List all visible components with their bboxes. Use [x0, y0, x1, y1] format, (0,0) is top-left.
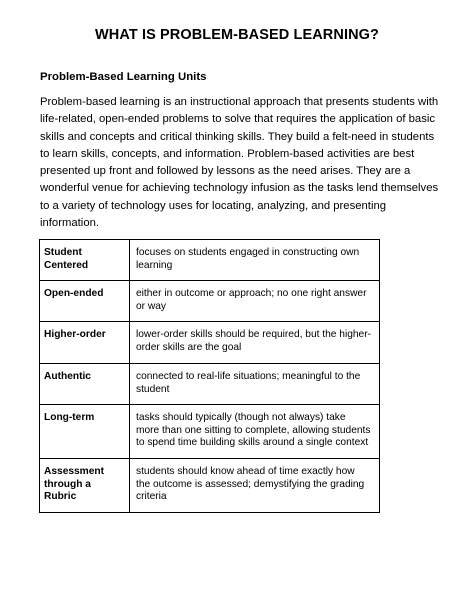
table-row — [40, 322, 380, 364]
table-description-cell: students should know ahead of time exactly how the outcome is assessed; demystifying the grading criteria — [130, 459, 380, 513]
table-description-cell: focuses on students engaged in constructing own learning — [130, 240, 380, 281]
table-term-cell: Assessment through a Rubric — [40, 459, 130, 513]
section-heading: Problem-Based Learning Units — [40, 71, 207, 83]
table-row — [40, 405, 380, 459]
table-term-cell: Long-term — [40, 405, 130, 459]
table-term-cell: Authentic — [40, 364, 130, 405]
table-description-cell: either in outcome or approach; no one right answer or way — [130, 281, 380, 322]
table-row — [40, 281, 380, 322]
table-description-cell: tasks should typically (though not always) take more than one sitting to complete, allowing students to spend time building skills around a single context — [130, 405, 380, 459]
intro-paragraph: Problem-based learning is an instructional approach that presents students with life-related, open-ended problems to solve that requires the application of basic skills and concepts and critical thinking skills. They build a felt-need in students to learn skills, concepts, and information. Problem-based activities are best presented up front and followed by lessons as the need arises. They are a wonderful venue for achieving technology infusion as the tasks lend themselves to a variety of technology uses for locating, analyzing, and presenting information. — [40, 96, 439, 230]
table-description-cell: connected to real-life situations; meaningful to the student — [130, 364, 380, 405]
table-term-cell: Student Centered — [40, 240, 130, 281]
table-term-cell: Open-ended — [40, 281, 130, 322]
table-term-cell: Higher-order — [40, 322, 130, 364]
table-row — [40, 364, 380, 405]
page-title: WHAT IS PROBLEM-BASED LEARNING? — [95, 27, 379, 43]
characteristics-table — [39, 239, 380, 513]
table-row — [40, 459, 380, 513]
table-row — [40, 240, 380, 281]
table-description-cell: lower-order skills should be required, but the higher-order skills are the goal — [130, 322, 380, 364]
